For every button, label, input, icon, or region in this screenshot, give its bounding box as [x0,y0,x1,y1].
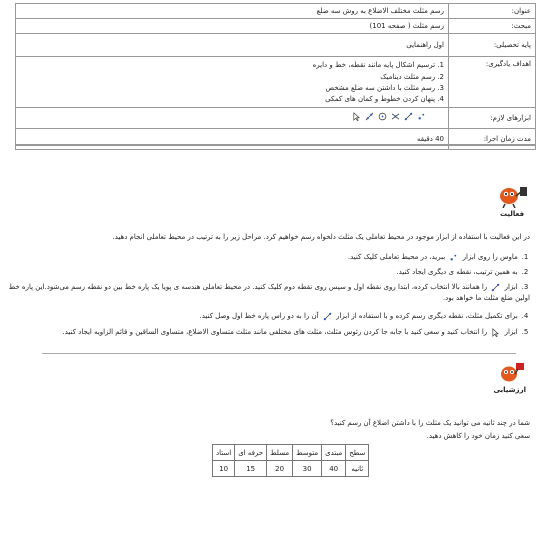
divider [42,353,516,354]
info-row-duration [16,129,536,150]
goal-item: 4. پنهان کردن خطوط و کمان های کمکی [325,94,444,103]
step-text: را همانند بالا انتخاب کرده، ابتدا روی نقطه اول و سپس روی نقطه دوم کلیک کنید. در محیط تعاملی هندسه ی پویا یک پاره خط بین دو نقطه رسم می‌شود.این پاره خط [8,283,488,291]
step-number: 3. [521,283,529,291]
assessment-question-2: سعی کنید زمان خود را کاهش دهید. [426,432,530,440]
score-header-cell: متوسط [293,445,322,461]
activity-step-2 [15,267,530,278]
goal-item: 1. ترسیم اشکال پایه مانند نقطه، خط و دایره [312,61,444,70]
step-number: 1. [521,253,529,261]
row-label: عنوان: [449,4,536,19]
row-value: رسم مثلث مختلف الاضلاع به روش سه ضلع [16,4,449,19]
activity-heading: فعالیت [499,210,525,218]
assessment-question-1: شما در چند ثانیه می توانید یک مثلث را با داشتن اضلاع آن رسم کنید؟ [330,419,530,427]
score-cell: ثانیه [346,461,369,477]
goals-list [16,57,449,108]
step-text: ابزار [504,283,518,291]
info-row-goals [16,57,536,108]
activity-step-3 [5,282,530,304]
activity-intro: در این فعالیت با استفاده از ابزار موجود در محیط تعاملی یک مثلث دلخواه رسم خواهیم کرد. مراحل زیر را به ترتیب در محیط تعاملی انجام دهید. [112,233,530,241]
divider [15,144,536,146]
score-header-cell: سطح [346,445,369,461]
info-row-topic [16,19,536,34]
row-label: اهداف یادگیری: [449,57,536,108]
row-value: رسم مثلث ( صفحه 101) [16,19,449,34]
row-label: پایه تحصیلی: [449,34,536,57]
activity-step-4 [15,311,530,322]
score-header-row [213,445,369,461]
intersect-tool-icon [391,112,400,121]
row-value: 40 دقیقه [16,129,449,150]
step-text: به همین ترتیب، نقطه ی دیگری ایجاد کنید. [396,268,518,276]
point-tool-icon [449,253,458,262]
segment-tool-icon [491,283,500,292]
circle-tool-icon [378,112,387,121]
pointer-tool-icon [491,328,500,337]
score-cell: 15 [235,461,267,477]
step-text-continued: اولین ضلع مثلث ما خواهد بود. [442,293,530,302]
step-text: آن را به دو راس پاره خط اول وصل کنید. [199,312,319,320]
step-number: 4. [521,312,529,320]
info-row-grade [16,34,536,57]
score-header-cell: مبتدی [322,445,346,461]
score-table [212,444,369,477]
segment-tool-icon [404,112,413,121]
activity-step-1 [15,252,530,263]
activity-step-5 [15,327,530,338]
goal-item: 2. رسم مثلث دینامیک [380,72,444,81]
activity-mascot-icon [495,184,529,216]
assessment-mascot-icon [493,362,526,394]
step-text: ماوس را روی ابزار [462,253,518,261]
step-text: ببرید، در محیط تعاملی کلیک کنید. [347,253,446,261]
score-header-cell: مسلط [267,445,293,461]
assessment-heading: ارزشیابی [493,386,526,394]
score-cell: 20 [267,461,293,477]
pointer-tool-icon [352,112,361,121]
score-cell: 10 [213,461,235,477]
score-header-cell: استاد [213,445,235,461]
step-number: 2. [521,268,529,276]
point-tool-icon [417,112,426,121]
segment-tool-icon [323,312,332,321]
info-row-title [16,4,536,19]
row-value: اول راهنمایی [16,34,449,57]
step-text: برای تکمیل مثلث، نقطه دیگری رسم کرده و با استفاده از ابزار [336,312,518,320]
tools-cell [16,107,449,128]
score-cell: 40 [322,461,346,477]
info-table [15,3,536,150]
row-label: ابزارهای لازم: [449,107,536,128]
row-label: مدت زمان اجرا: [449,129,536,150]
step-number: 5. [521,328,529,336]
score-header-cell: حرفه ای [235,445,267,461]
step-text: را انتخاب کنید و سعی کنید با جابه جا کردن رئوس مثلث، مثلث های مختلفی مانند مثلث متساوی الاضلاع، متساوی الساقین و قائم الزاویه ایجاد کنید. [62,328,488,336]
row-label: مبحث: [449,19,536,34]
score-cell: 30 [293,461,322,477]
info-row-tools [16,107,536,128]
goal-item: 3. رسم مثلث با داشتن سه ضلع مشخص [325,83,444,92]
step-text: ابزار [504,328,518,336]
line-tool-icon [365,112,374,121]
score-value-row [213,461,369,477]
